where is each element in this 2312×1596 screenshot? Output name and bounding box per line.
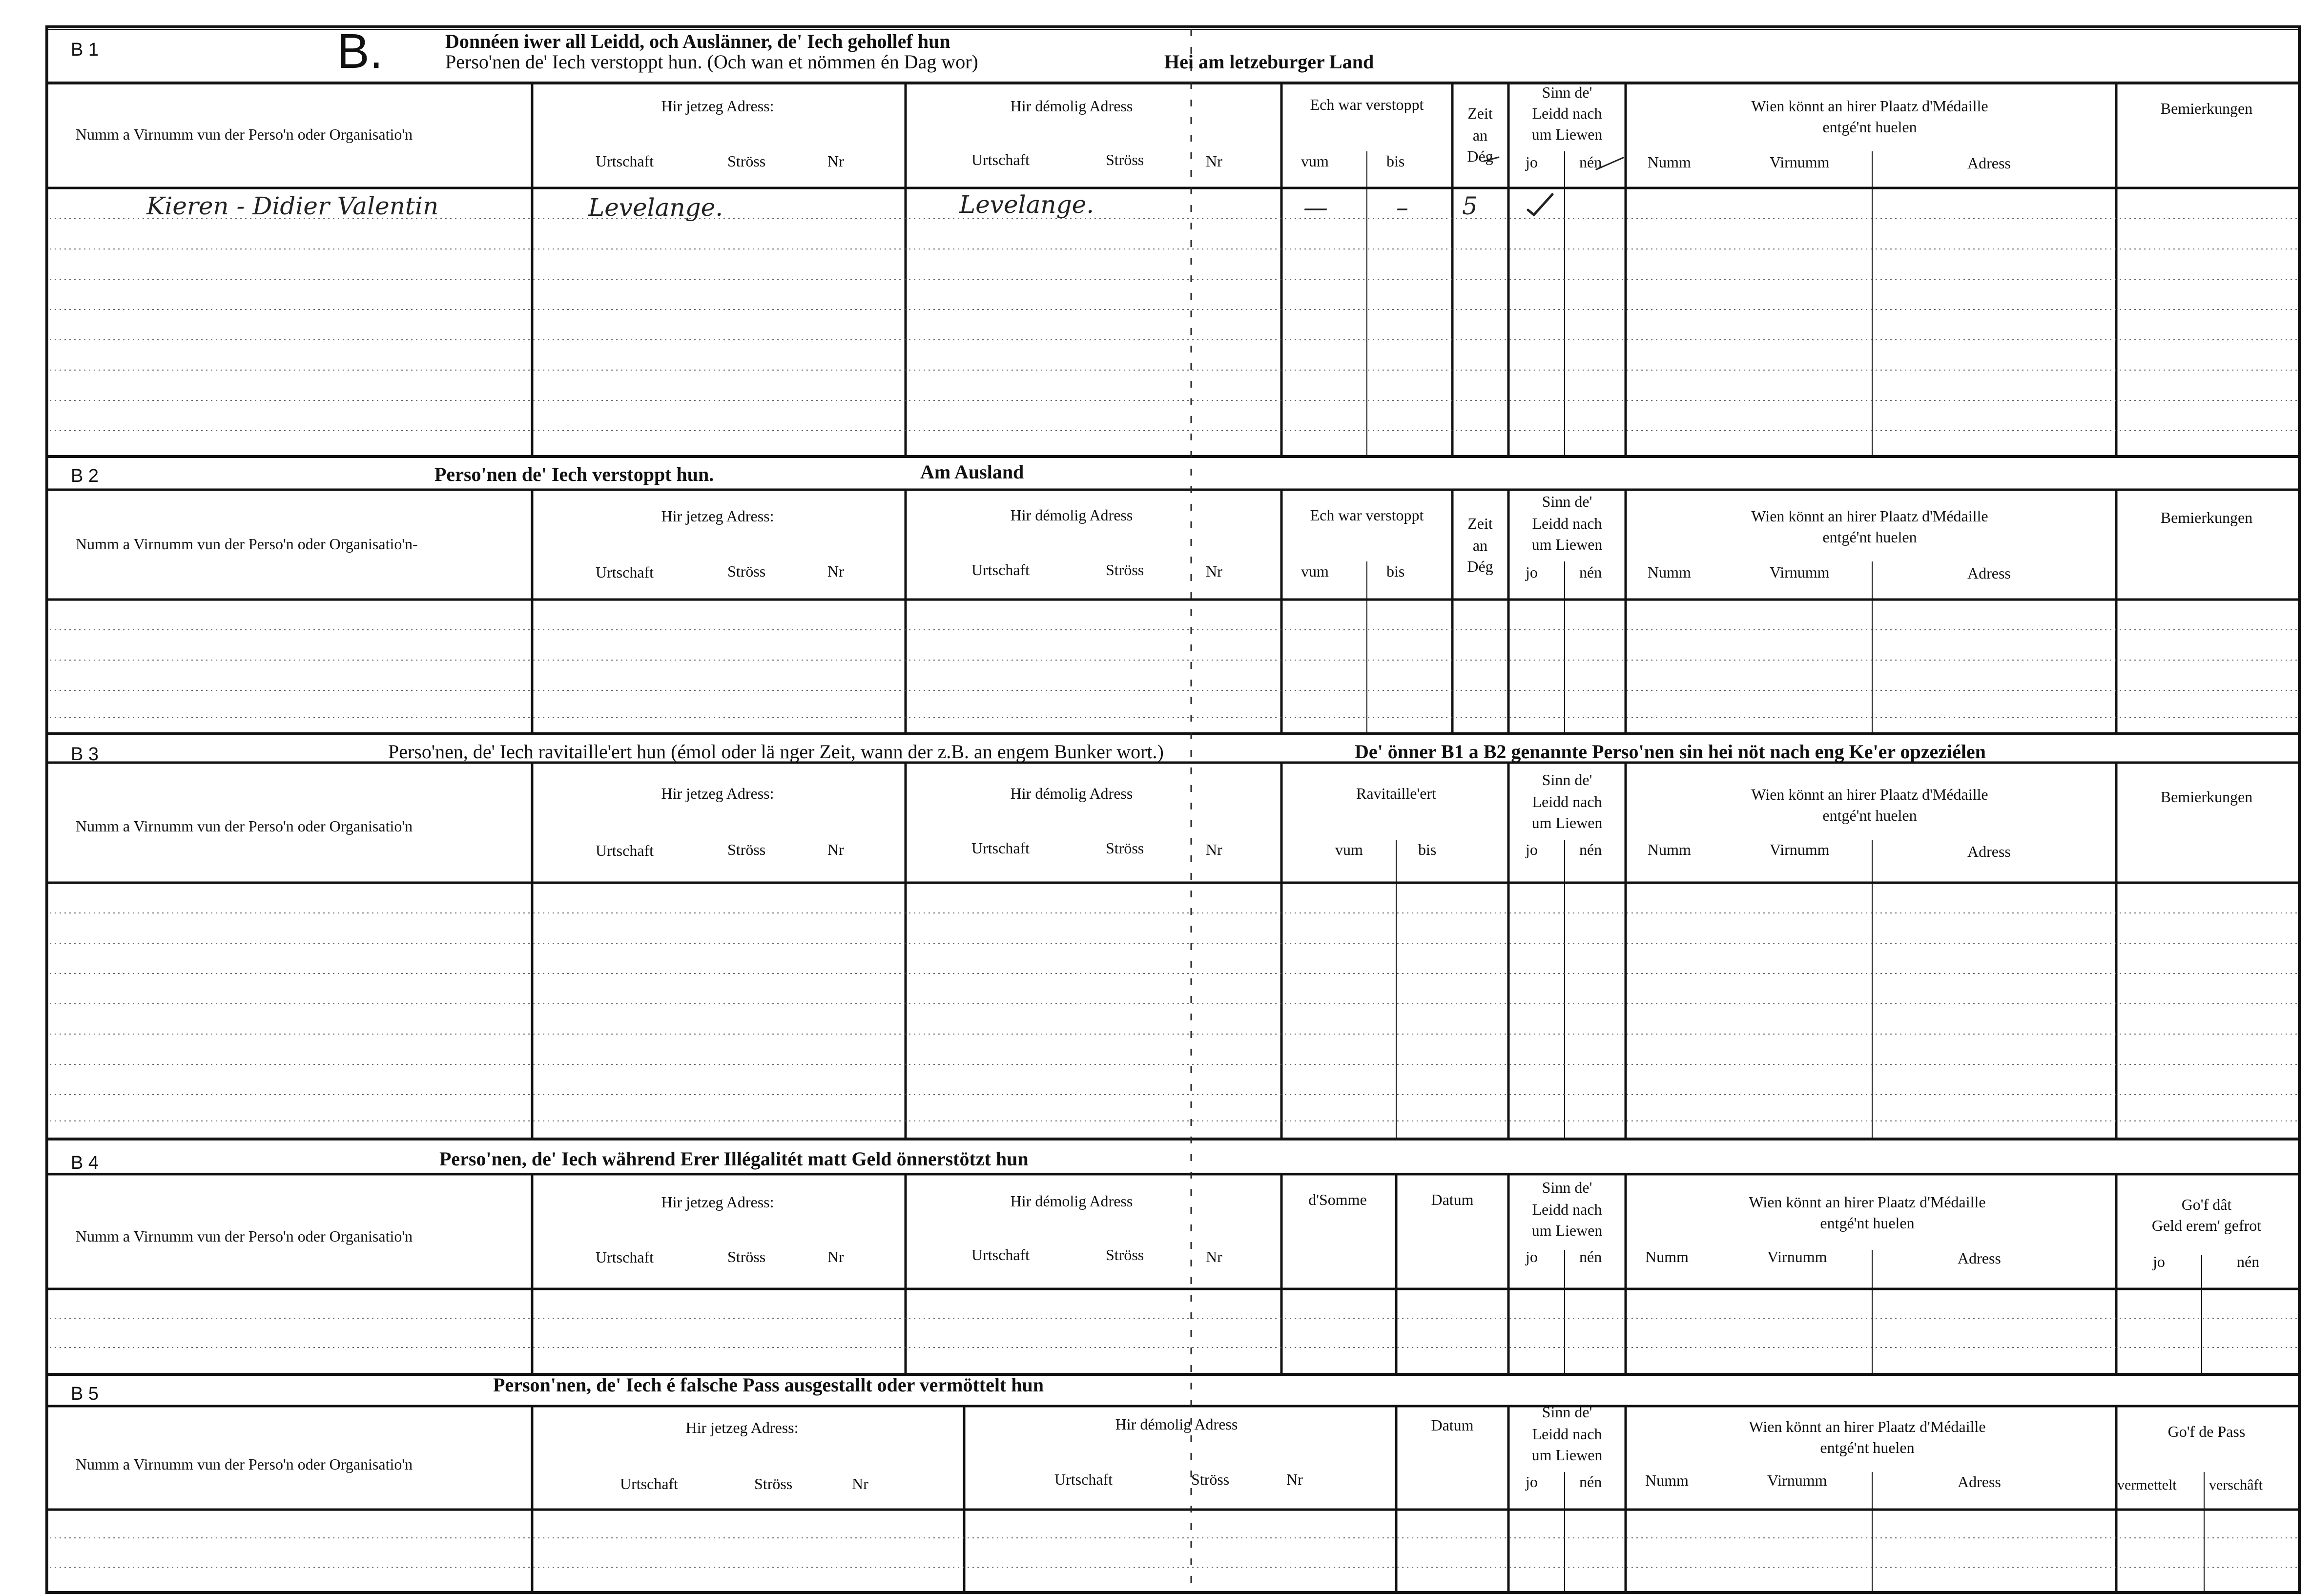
b5-header-former-addr: Hir démolig Adress [1115,1415,1238,1433]
b5-header-medal2: entgé'nt huelen [1820,1439,1915,1456]
b1-header-current-addr: Hir jetzeg Adress: [661,97,774,115]
b4-header-date: Datum [1431,1191,1474,1208]
b4-header-m-addr: Adress [1958,1249,2001,1267]
b3-header-m-name: Numm [1648,841,1691,858]
b3-header-name: Numm a Virnumm vun der Perso'n oder Organisatio'n [76,817,413,835]
b2-header-from: vum [1301,562,1329,580]
b2-header-no: nén [1579,563,1602,581]
b3-header-nr: Nr [827,841,844,858]
b3-header-alive2: Leidd nach [1532,793,1602,810]
b3-header-street: Ströss [727,841,766,858]
b3-header-medal2: entgé'nt huelen [1822,807,1917,824]
b4-header-m-name: Numm [1645,1248,1689,1265]
b1-header-to: bis [1386,152,1405,170]
b3-header-nr2: Nr [1206,841,1222,858]
b2-header-former-addr: Hir démolig Adress [1010,506,1133,524]
b2-header-hidden: Ech war verstoppt [1310,506,1424,524]
b3-header-m-addr: Adress [1967,843,2011,860]
b3-header-place2: Urtschaft [971,839,1030,857]
b4-header-alive3: um Liewen [1531,1222,1603,1239]
b1-entry-days: 5 [1462,192,1478,220]
b4-header-alive1: Sinn de' [1542,1179,1592,1196]
b2-header-to: bis [1386,562,1405,580]
b1-header-time3: Dég [1467,147,1493,165]
b4-header-street: Ströss [727,1248,766,1265]
b1-header-medal1: Wien könnt an hirer Plaatz d'Médaille [1751,97,1988,115]
b1-title-right: Hei am letzeburger Land [1164,51,1374,73]
b4-header-m-first: Virnumm [1767,1248,1827,1265]
b1-header-place2: Urtschaft [971,151,1030,168]
b4-header-name: Numm a Virnumm vun der Perso'n oder Organisatio'n [76,1227,413,1245]
b1-header-alive1: Sinn de' [1542,83,1592,101]
b2-header-time3: Dég [1467,558,1493,575]
b5-header-nr: Nr [852,1475,868,1492]
b2-header-yes: jo [1526,563,1538,581]
b4-header-money2: Geld erem' gefrot [2151,1217,2262,1234]
b5-header-place2: Urtschaft [1054,1471,1113,1488]
b5-header-pass: Go'f de Pass [2168,1423,2246,1440]
b2-header-alive2: Leidd nach [1532,515,1602,532]
b1-header-name: Numm a Virnumm vun der Perso'n oder Organisatio'n [76,125,413,143]
b5-header-name: Numm a Virnumm vun der Perso'n oder Organisatio'n [76,1455,413,1473]
b5-header-alive3: um Liewen [1531,1446,1603,1464]
b1-header-m-name: Numm [1648,153,1691,171]
b1-title-line1: Donnéen iwer all Leidd, och Auslänner, de' Iech gehollef hun [445,30,950,52]
b4-header-alive2: Leidd nach [1532,1201,1602,1218]
b5-header-alive2: Leidd nach [1532,1425,1602,1443]
b1-entry-former-place: Levelange. [959,190,1094,219]
b3-title: Perso'nen, de' Iech ravitaille'ert hun (émol oder lä nger Zeit, wann der z.B. an engem Bunker wort.) [388,741,1164,763]
b2-header-m-name: Numm [1648,563,1691,581]
b1-header-time1: Zeit [1467,104,1493,122]
b3-header-yes: jo [1526,841,1538,858]
section-code-b1: B 1 [71,40,99,60]
b1-header-former-addr: Hir démolig Adress [1010,97,1133,115]
b2-header-alive3: um Liewen [1531,536,1603,553]
b1-header-street2: Ströss [1106,151,1144,168]
b3-header-medal1: Wien könnt an hirer Plaatz d'Médaille [1751,786,1988,803]
b4-header-place: Urtschaft [596,1248,654,1266]
b1-header-m-first: Virnumm [1770,153,1830,171]
b2-header-medal2: entgé'nt huelen [1822,528,1917,546]
b5-header-medal1: Wien könnt an hirer Plaatz d'Médaille [1749,1418,1986,1435]
b1-header-time2: an [1472,126,1488,144]
b4-header-sum: d'Somme [1308,1191,1367,1208]
b2-header-current-addr: Hir jetzeg Adress: [661,507,774,525]
b2-header-place: Urtschaft [596,563,654,581]
b1-entry-name: Kieren - Didier Valentin [146,192,439,220]
b4-header-yes: jo [1526,1248,1538,1265]
b5-header-nr2: Nr [1286,1471,1303,1488]
b5-header-procured: verschâft [2209,1477,2263,1493]
b4-header-yes2: jo [2153,1253,2165,1270]
b5-header-street2: Ströss [1191,1471,1230,1488]
b1-header-remarks: Bemierkungen [2160,100,2253,117]
section-code-b4: B 4 [71,1153,99,1173]
b1-header-nr2: Nr [1206,152,1222,170]
b2-header-nr: Nr [827,562,844,580]
b2-header-alive1: Sinn de' [1542,493,1592,510]
b3-header-m-first: Virnumm [1770,841,1830,858]
b2-header-m-addr: Adress [1967,564,2011,582]
b2-header-medal1: Wien könnt an hirer Plaatz d'Médaille [1751,507,1988,525]
b5-title: Person'nen, de' Iech é falsche Pass ausgestallt oder vermöttelt hun [493,1374,1044,1396]
b4-header-nr2: Nr [1206,1248,1222,1265]
b4-header-nr: Nr [827,1248,844,1265]
b4-header-money1: Go'f dât [2181,1196,2232,1213]
b1-entry-current-place: Levelange. [588,193,723,222]
b5-header-yes: jo [1526,1473,1538,1491]
b2-header-m-first: Virnumm [1770,563,1830,581]
b1-title-line2: Perso'nen de' Iech verstoppt hun. (Och wan et nömmen én Dag wor) [445,51,978,73]
b1-entry-to: – [1396,193,1408,222]
b1-header-place: Urtschaft [596,152,654,170]
b5-header-alive1: Sinn de' [1542,1403,1592,1421]
b5-header-m-first: Virnumm [1767,1472,1827,1489]
b5-header-no: nén [1579,1473,1602,1491]
b4-header-no: nén [1579,1248,1602,1265]
b4-header-place2: Urtschaft [971,1246,1030,1264]
b5-header-place: Urtschaft [620,1475,679,1492]
b3-header-to: bis [1418,841,1437,858]
b2-header-street2: Ströss [1106,561,1144,579]
b2-header-name: Numm a Virnumm vun der Perso'n oder Organisatio'n- [76,535,418,553]
b1-header-no: nén [1579,153,1602,171]
b4-header-street2: Ströss [1106,1246,1144,1264]
b4-header-medal2: entgé'nt huelen [1820,1214,1915,1232]
b5-header-m-name: Numm [1645,1472,1689,1489]
b1-header-medal2: entgé'nt huelen [1822,118,1917,136]
b5-header-mediated: vermettelt [2117,1477,2177,1493]
b4-header-former-addr: Hir démolig Adress [1010,1192,1133,1210]
section-code-b5: B 5 [71,1384,99,1404]
b2-header-time1: Zeit [1467,515,1493,532]
b3-header-alive3: um Liewen [1531,814,1603,831]
b3-header-former-addr: Hir démolig Adress [1010,785,1133,802]
b2-header-street: Ströss [727,562,766,580]
b2-header-nr2: Nr [1206,562,1222,580]
b4-title: Perso'nen, de' Iech während Erer Illégalitét matt Geld önnerstötzt hun [439,1148,1029,1170]
b4-header-no2: nén [2237,1253,2260,1270]
b5-header-date: Datum [1431,1416,1474,1434]
b5-header-street: Ströss [754,1475,793,1492]
b1-header-yes: jo [1526,153,1538,171]
b3-title-right: De' önner B1 a B2 genannte Perso'nen sin hei nöt nach eng Ke'er opzeziélen [1355,741,1986,763]
b5-header-m-addr: Adress [1958,1473,2001,1491]
b4-header-current-addr: Hir jetzeg Adress: [661,1193,774,1211]
b1-header-nr: Nr [827,152,844,170]
b1-header-m-addr: Adress [1967,154,2011,172]
checkmark-alive-yes [1528,194,1552,215]
section-code-b2: B 2 [71,466,99,486]
b1-header-hidden: Ech war verstoppt [1310,96,1424,113]
b3-header-alive1: Sinn de' [1542,771,1592,788]
b2-header-place2: Urtschaft [971,561,1030,579]
b5-header-current-addr: Hir jetzeg Adress: [685,1419,799,1436]
b3-header-from: vum [1335,841,1363,858]
b1-header-street: Ströss [727,152,766,170]
b1-header-alive3: um Liewen [1531,125,1603,143]
b3-header-place: Urtschaft [596,842,654,859]
b2-title: Perso'nen de' Iech verstoppt hun. [434,463,714,485]
b4-header-medal1: Wien könnt an hirer Plaatz d'Médaille [1749,1193,1986,1211]
b1-entry-from: — [1303,193,1328,222]
section-code-b3: B 3 [71,744,99,765]
b2-header-time2: an [1472,537,1488,554]
b2-title-right: Am Ausland [920,461,1024,483]
outer-frame [47,27,2299,1593]
b1-header-from: vum [1301,152,1329,170]
b2-header-remarks: Bemierkungen [2160,509,2253,526]
b3-header-remarks: Bemierkungen [2160,788,2253,806]
b3-header-current-addr: Hir jetzeg Adress: [661,785,774,802]
b3-header-supplied: Ravitaille'ert [1356,785,1436,802]
form-letter: B. [337,24,383,79]
b3-header-street2: Ströss [1106,839,1144,857]
b1-header-alive2: Leidd nach [1532,104,1602,122]
b3-header-no: nén [1579,841,1602,858]
